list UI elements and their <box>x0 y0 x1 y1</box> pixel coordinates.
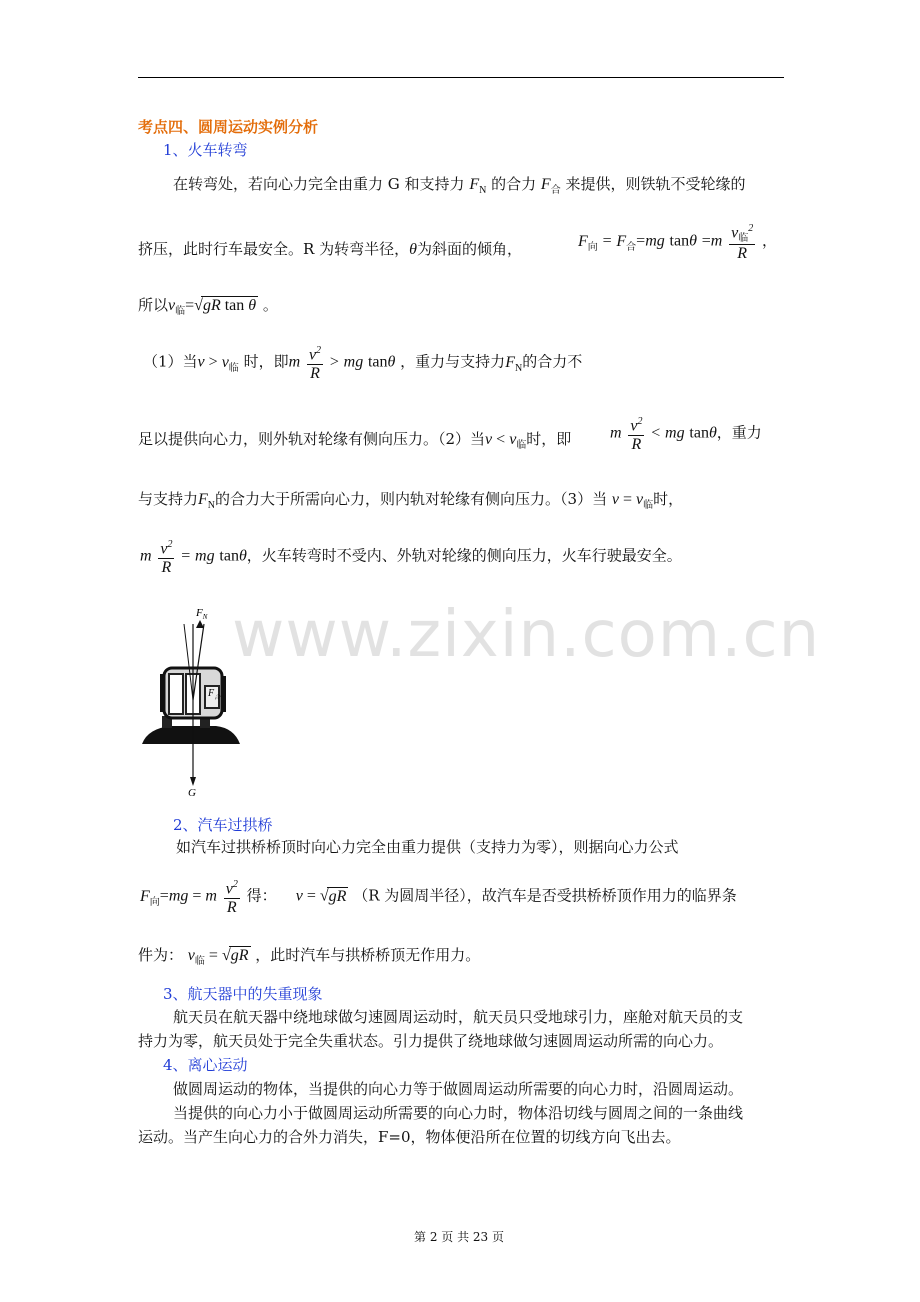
label-g: G <box>188 787 196 798</box>
p2-line2: 足以提供向心力，则外轨对轮缘有侧向压力。（2）当$v < v_临$时，即 <box>138 430 572 451</box>
p5-line1: 做圆周运动的物体，当提供的向心力等于做圆周运动所需要的向心力时，沿圆周运动。 <box>173 1080 744 1098</box>
p3-line3: 件为： $v_临 = √gR$ ，此时汽车与拱桥桥顶无作用力。 <box>138 946 481 967</box>
formula-train: $F_向 = F_合=mg$ tanθ =m $\frac{v_临^2}{R}$ ， <box>578 220 777 263</box>
label-fhe: $F_合$ <box>208 688 221 701</box>
section-title: 考点四、圆周运动实例分析 <box>138 118 319 136</box>
p3-line2: $F_向=mg = m$ $\frac{v^2}{R}$ 得： v = √gR （R 为圆周半径），故汽车是否受拱桥桥顶作用力的临界条 <box>140 876 737 917</box>
p2-line3: 与支持力$F_N$的合力大于所需向心力，则内轨对轮缘有侧向压力。（3）当 $v = v_临$时， <box>138 490 684 511</box>
formula-less: m $\frac{v^2}{R}$ < mg tanθ，重力 <box>610 413 762 454</box>
p4-line1: 航天员在航天器中绕地球做匀速圆周运动时，航天员只受地球引力，座舱对航天员的支 <box>173 1008 744 1026</box>
page-footer: 第 2 页 共 23 页 <box>414 1230 504 1244</box>
p2-line1: （1）当$v > v_临$ 时，即m $\frac{v^2}{R}$ > mg tanθ ，重力与支持力$F_N$的合力不 <box>143 342 582 383</box>
subheading-train-turn: 1、火车转弯 <box>163 141 248 159</box>
p1-line3: 所以$v_临=√gR$ tan θ 。 <box>138 296 278 317</box>
watermark: www.zixin.com.cn <box>232 598 821 672</box>
p3-line1: 如汽车过拱桥桥顶时向心力完全由重力提供（支持力为零），则据向心力公式 <box>176 838 679 856</box>
p5-line3: 运动。当产生向心力的合外力消失，F=0，物体便沿所在位置的切线方向飞出去。 <box>138 1128 681 1146</box>
p4-line2: 持力为零，航天员处于完全失重状态。引力提供了绕地球做匀速圆周运动所需的向心力。 <box>138 1032 724 1050</box>
p2-line4: m $\frac{v^2}{R}$ = mg tanθ，火车转弯时不受内、外轨对轮缘的侧向压力，火车行驶最安全。 <box>140 536 682 577</box>
p1-line1: 在转弯处，若向心力完全由重力 G 和支持力 $F_N$ 的合力 $F_合$ 来提供，则铁轨不受轮缘的 <box>173 175 746 196</box>
subheading-bridge: 2、汽车过拱桥 <box>173 816 273 834</box>
label-fn: $F_N$ <box>196 607 208 621</box>
subheading-weightless: 3、航天器中的失重现象 <box>163 985 323 1003</box>
p1-line2: 挤压，此时行车最安全。R 为转弯半径，θ为斜面的倾角， <box>138 240 522 258</box>
p5-line2: 当提供的向心力小于做圆周运动所需要的向心力时，物体沿切线与圆周之间的一条曲线 <box>173 1104 744 1122</box>
subheading-centrifugal: 4、离心运动 <box>163 1056 248 1074</box>
train-force-diagram <box>138 604 242 798</box>
header-rule <box>138 77 784 78</box>
